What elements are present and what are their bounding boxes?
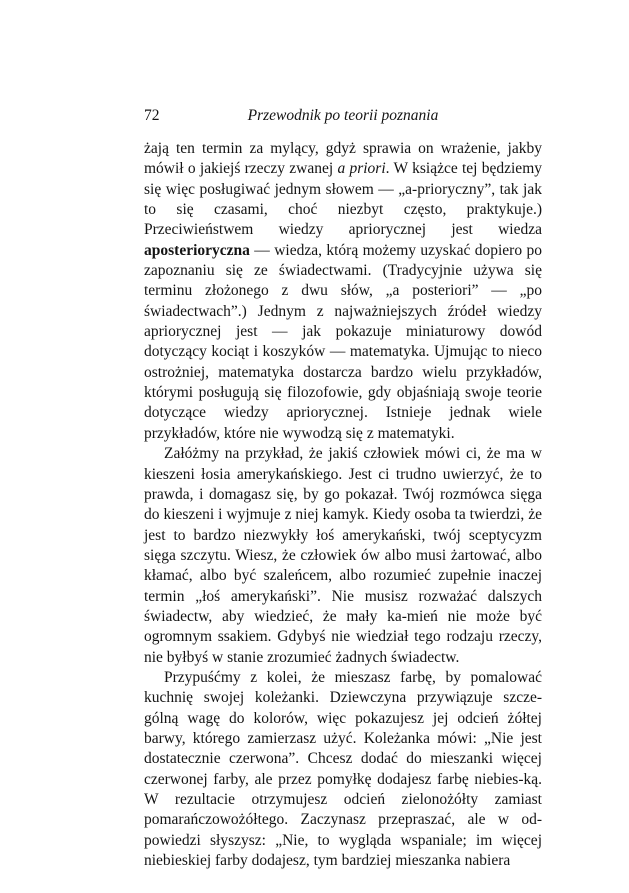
running-title: Przewodnik po teorii poznania	[247, 107, 439, 124]
paragraph	[144, 139, 542, 444]
body-text	[144, 139, 542, 871]
paragraph	[144, 444, 542, 668]
page-header	[144, 106, 542, 126]
text-segment: Przypuśćmy z kolei, że mieszasz farbę, by pomalować kuchnię swojej koleżanki. Dziewczyna przywiązuje szcze-gólną wagę do kolorów, więc pokazujesz jej odcień żółtej barwy, którego zamierzasz użyć. Koleżanka mówi: „Nie jest dostatecznie czerwona”. Chcesz dodać do mieszanki więcej czerwonej farby, ale przez pomyłkę dodajesz farbę niebies-ką. W rezultacie otrzymujesz odcień zielonożółty zamiast pomarańczowożółtego. Zaczynasz przepraszać, ale w od-powiedzi słyszysz: „Nie, to wygląda wspaniale; im więcej niebieskiej farby dodajesz, tym bardziej mieszanka nabiera	[144, 668, 542, 870]
page-number: 72	[144, 107, 160, 124]
text-segment: . W książce tej będziemy się więc posługiwać jednym słowem — „a-prioryczny”, tak jak to się czasami, choć niezbyt często, praktykuje.) Przeciwieństwem wiedzy apriorycznej jest wiedza	[144, 160, 542, 239]
text-segment: — wiedza, którą możemy uzyskać dopiero po zapoznaniu się ze świadectwami. (Tradycyjnie używa się terminu złożonego z dwu słów, „a posteriori” — „po świadectwach”.) Jednym z najważniejszych źródeł wiedzy apriorycznej jest — jak pokazuje miniaturowy dowód dotyczący kociąt i koszyków — matematyka. Ujmując to nieco ostrożniej, matematyka dostarcza bardzo wielu przykładów, którymi posługują się filozofowie, gdy objaśniają swoje teorie dotyczące wiedzy apriorycznej. Istnieje jednak wiele przykładów, które nie wywodzą się z matematyki.	[144, 241, 542, 442]
bold-term: aposterioryczna	[144, 241, 250, 259]
text-segment: żają ten termin za mylący, gdyż sprawia on wrażenie, jakby mówił o jakiejś rzeczy zwanej	[144, 140, 542, 178]
italic-term: a priori	[337, 160, 386, 178]
text-segment: Załóżmy na przykład, że jakiś człowiek mówi ci, że ma w kieszeni łosia amerykańskiego. Jest ci trudno uwierzyć, że to prawda, i domagasz się, by go pokazał. Twój rozmówca sięga do kieszeni i wyjmuje z niej kamyk. Kiedy osoba ta twierdzi, że jest to bardzo niezwykły łoś amerykański, twój sceptycyzm sięga szczytu. Wiesz, że człowiek ów albo musi żartować, albo kłamać, albo być szaleńcem, albo rozumieć zupełnie inaczej termin „łoś amerykański”. Nie musisz rozważać dalszych świadectw, aby wiedzieć, że mały ka-mień nie może być ogromnym ssakiem. Gdybyś nie wiedział tego rodzaju rzeczy, nie byłbyś w stanie zrozumieć żadnych świadectw.	[144, 445, 542, 666]
paragraph	[144, 668, 542, 871]
